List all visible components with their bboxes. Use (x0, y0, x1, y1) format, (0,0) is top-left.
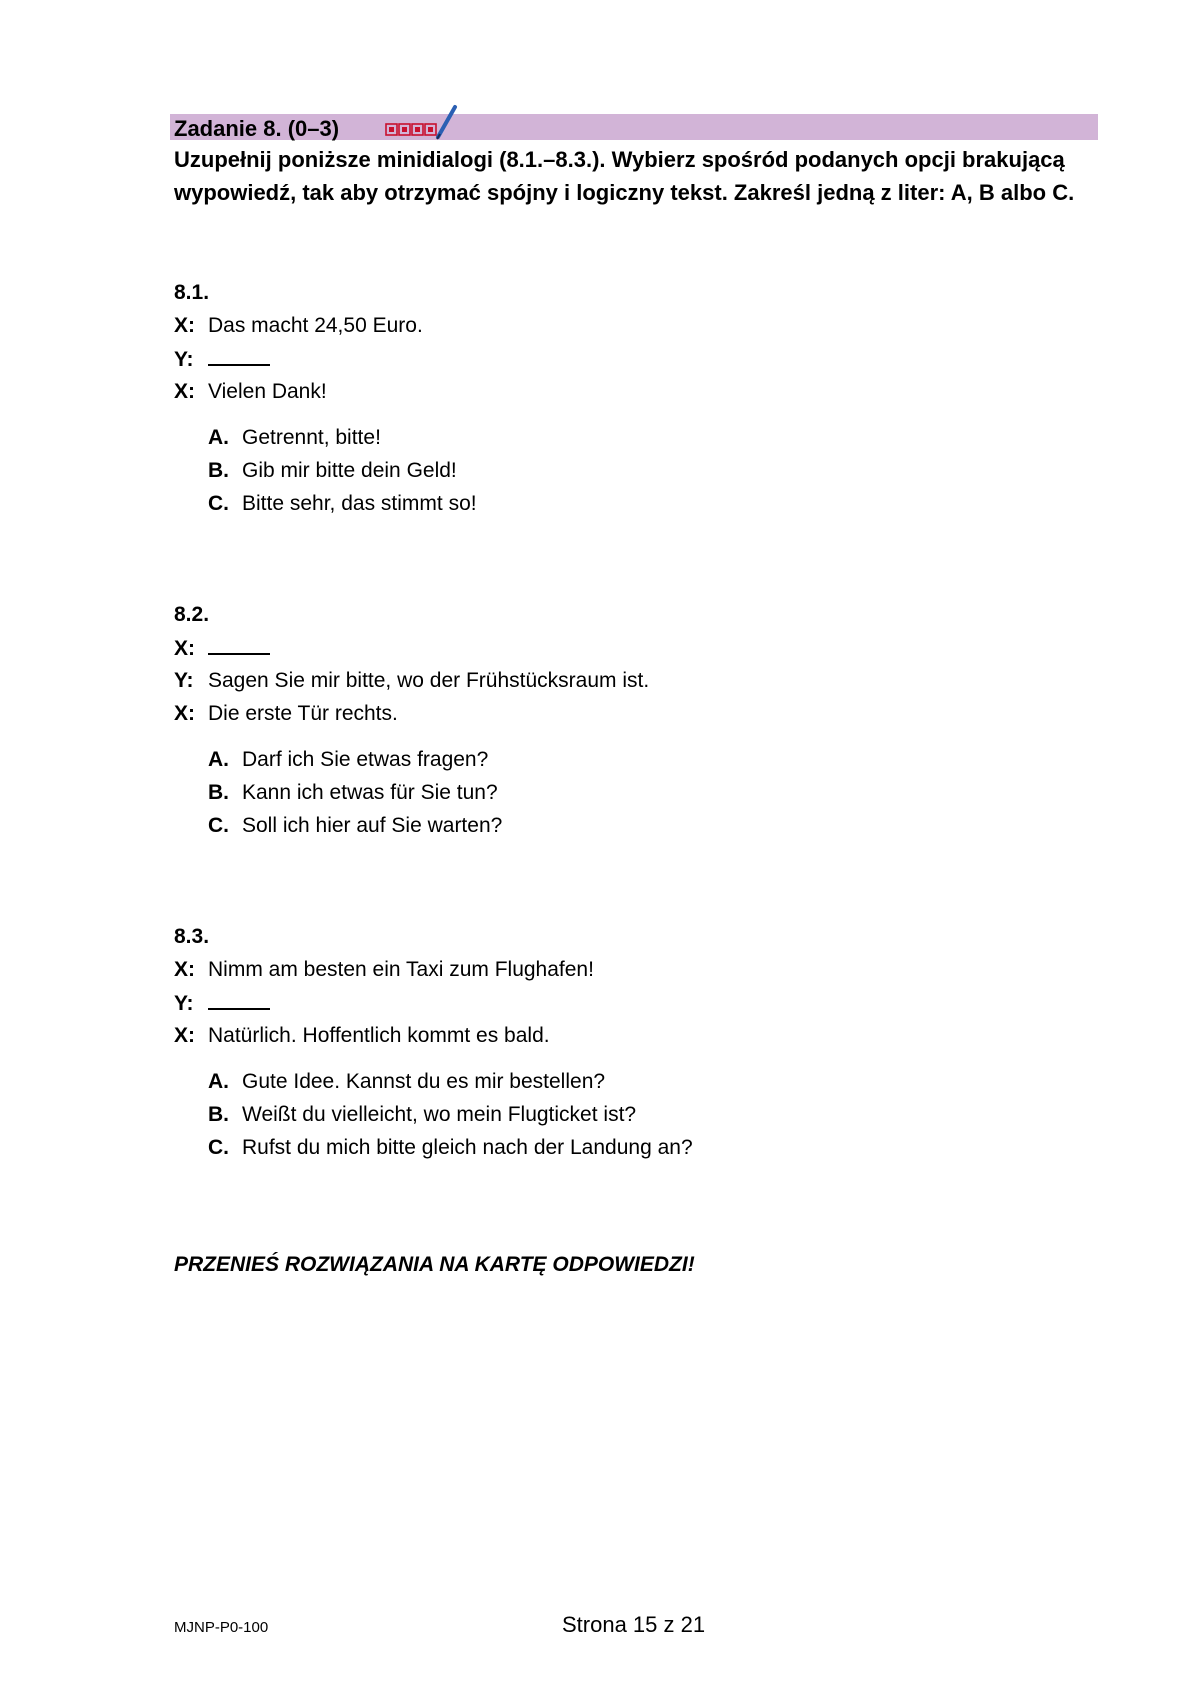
dialogue-line (174, 1023, 550, 1049)
option-text: Weißt du vielleicht, wo mein Flugticket ist? (242, 1103, 637, 1126)
answer-blank (208, 346, 270, 366)
dialogue-text: Das macht 24,50 Euro. (208, 314, 423, 337)
dialogue-text: Nimm am besten ein Taxi zum Flughafen! (208, 958, 594, 981)
option-letter[interactable]: C. (208, 1136, 229, 1159)
item-number: 8.3. (174, 925, 210, 948)
option-text: Bitte sehr, das stimmt so! (242, 492, 477, 515)
dialogue-text: Die erste Tür rechts. (208, 702, 398, 725)
answer-option[interactable] (208, 1135, 693, 1161)
option-text: Soll ich hier auf Sie warten? (242, 814, 503, 837)
answer-option[interactable] (208, 747, 488, 773)
dialogue-line (174, 701, 398, 727)
answer-option[interactable] (208, 425, 381, 451)
speaker-label: X: (174, 314, 195, 337)
skill-boxes-icon (385, 104, 465, 140)
answer-option[interactable] (208, 780, 498, 806)
task-instruction (174, 143, 1124, 209)
answer-option[interactable] (208, 491, 477, 517)
dialogue-line (174, 668, 649, 694)
speaker-label: Y: (174, 992, 194, 1015)
speaker-label: Y: (174, 348, 194, 371)
transfer-answers-note: PRZENIEŚ ROZWIĄZANIA NA KARTĘ ODPOWIEDZI! (174, 1253, 695, 1276)
option-text: Gib mir bitte dein Geld! (242, 459, 457, 482)
task-title: Zadanie 8. (0–3) (174, 116, 340, 141)
option-text: Getrennt, bitte! (242, 426, 381, 449)
speaker-label: X: (174, 637, 195, 660)
dialogue-text: Sagen Sie mir bitte, wo der Frühstücksraum ist. (208, 669, 650, 692)
item-number: 8.1. (174, 281, 210, 304)
dialogue-line (174, 313, 423, 339)
option-letter[interactable]: B. (208, 1103, 229, 1126)
dialogue-text: Natürlich. Hoffentlich kommt es bald. (208, 1024, 550, 1047)
dialogue-text: Vielen Dank! (208, 380, 327, 403)
speaker-label: X: (174, 702, 195, 725)
dialogue-line (174, 346, 270, 373)
option-letter[interactable]: C. (208, 814, 229, 837)
option-letter[interactable]: B. (208, 781, 229, 804)
exam-code: MJNP-P0-100 (174, 1619, 269, 1636)
option-letter[interactable]: A. (208, 1070, 229, 1093)
speaker-label: Y: (174, 669, 194, 692)
dialogue-line (174, 635, 270, 662)
option-letter[interactable]: C. (208, 492, 229, 515)
answer-option[interactable] (208, 458, 457, 484)
speaker-label: X: (174, 380, 195, 403)
option-letter[interactable]: B. (208, 459, 229, 482)
option-text: Rufst du mich bitte gleich nach der Landung an? (242, 1136, 693, 1159)
dialogue-line (174, 379, 327, 405)
dialogue-line (174, 957, 594, 983)
pen-icon (437, 107, 455, 139)
answer-option[interactable] (208, 813, 502, 839)
instruction-line: wypowiedź, tak aby otrzymać spójny i logiczny tekst. Zakreśl jedną z liter: A, B albo C. (174, 180, 1075, 205)
answer-option[interactable] (208, 1069, 605, 1095)
answer-blank (208, 990, 270, 1010)
option-text: Kann ich etwas für Sie tun? (242, 781, 498, 804)
speaker-label: X: (174, 958, 195, 981)
option-letter[interactable]: A. (208, 426, 229, 449)
item-number: 8.2. (174, 603, 210, 626)
answer-option[interactable] (208, 1102, 636, 1128)
answer-blank (208, 635, 270, 655)
instruction-line: Uzupełnij poniższe minidialogi (8.1.–8.3.). Wybierz spośród podanych opcji brakującą (174, 147, 1065, 172)
option-letter[interactable]: A. (208, 748, 229, 771)
page-number: Strona 15 z 21 (562, 1612, 706, 1637)
dialogue-line (174, 990, 270, 1017)
option-text: Gute Idee. Kannst du es mir bestellen? (242, 1070, 606, 1093)
speaker-label: X: (174, 1024, 195, 1047)
option-text: Darf ich Sie etwas fragen? (242, 748, 489, 771)
